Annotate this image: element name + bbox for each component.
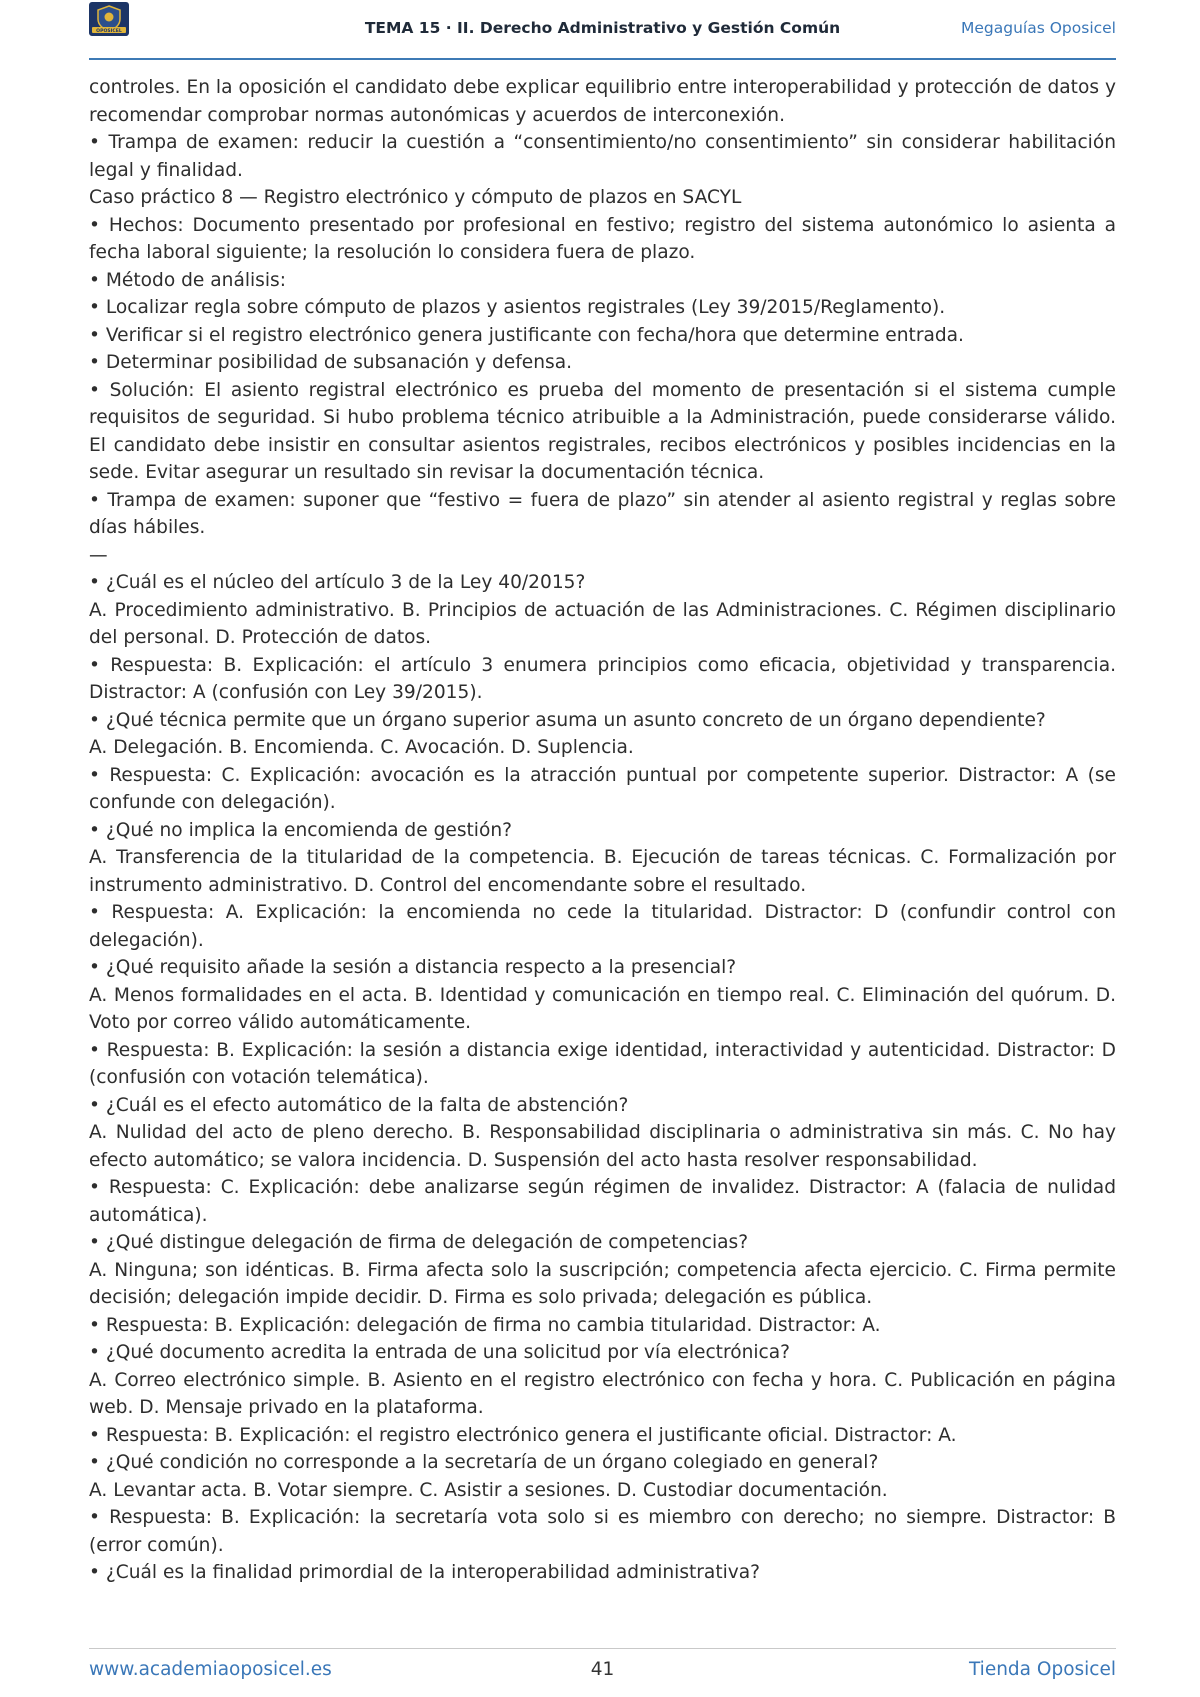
page-number: 41 [590,1659,615,1680]
answer-explanation: • Respuesta: B. Explicación: el registro electrónico genera el justificante oficial. Distractor: A. [89,1424,957,1446]
paragraph: • Determinar posibilidad de subsanación y defensa. [89,352,573,373]
answer-explanation: • Respuesta: B. Explicación: la sesión a distancia exige identidad, interactividad y autenticidad. Distractor: D (confusión con votación telemática). [89,1039,1116,1088]
page-header [89,0,1116,60]
answer-explanation: • Respuesta: B. Explicación: delegación de firma no cambia titularidad. Distractor: A. [89,1314,881,1336]
question: • ¿Qué condición no corresponde a la secretaría de un órgano colegiado en general? [89,1452,879,1473]
document-body [89,74,1116,1587]
answer-options: A. Procedimiento administrativo. B. Principios de actuación de las Administraciones. C. Régimen disciplinario del personal. D. Protección de datos. [89,599,1116,648]
paragraph: • Trampa de examen: reducir la cuestión a “consentimiento/no consentimiento” sin considerar habilitación legal y finalidad. [89,132,1116,181]
answer-options: A. Delegación. B. Encomienda. C. Avocación. D. Suplencia. [89,737,634,758]
paragraph: • Hechos: Documento presentado por profesional en festivo; registro del sistema autonómico lo asienta a fecha laboral siguiente; la resolución lo considera fuera de plazo. [89,214,1116,263]
paragraph: • Localizar regla sobre cómputo de plazos y asientos registrales (Ley 39/2015/Reglamento). [89,297,946,318]
answer-explanation: • Respuesta: A. Explicación: la encomienda no cede la titularidad. Distractor: D (confundir control con delegación). [89,902,1116,951]
question: • ¿Cuál es el núcleo del artículo 3 de la Ley 40/2015? [89,572,586,593]
answer-options: A. Nulidad del acto de pleno derecho. B. Responsabilidad disciplinaria o administrativa sin más. C. No hay efecto automático; se valora incidencia. D. Suspensión del acto hasta resolver responsabilidad. [89,1122,1116,1171]
section-divider: — [89,544,108,566]
answer-explanation: • Respuesta: B. Explicación: el artículo 3 enumera principios como eficacia, objetividad y transparencia. Distractor: A (confusión con Ley 39/2015). [89,654,1116,703]
website-link[interactable]: www.academiaoposicel.es [89,1659,332,1680]
answer-options: A. Levantar acta. B. Votar siempre. C. Asistir a sesiones. D. Custodiar documentación. [89,1479,888,1501]
paragraph: • Trampa de examen: suponer que “festivo = fuera de plazo” sin atender al asiento registral y reglas sobre días hábiles. [89,489,1116,538]
svg-text:OPOSICEL: OPOSICEL [96,29,122,34]
question: • ¿Cuál es el efecto automático de la falta de abstención? [89,1094,629,1116]
header-title: TEMA 15 · II. Derecho Administrativo y Gestión Común [364,19,841,37]
paragraph: • Verificar si el registro electrónico genera justificante con fecha/hora que determine entrada. [89,324,964,346]
answer-explanation: • Respuesta: C. Explicación: avocación es la atracción puntual por competente superior. Distractor: A (se confunde con delegación). [89,764,1116,813]
question: • ¿Qué distingue delegación de firma de delegación de competencias? [89,1232,749,1253]
answer-options: A. Ninguna; son idénticas. B. Firma afecta solo la suscripción; competencia afecta ejercicio. C. Firma permite decisión; delegación impide decidir. D. Firma es solo privada; delegación es pública. [89,1259,1116,1308]
question: • ¿Qué no implica la encomienda de gestión? [89,819,512,841]
header-brand: Megaguías Oposicel [961,19,1116,37]
answer-options: A. Correo electrónico simple. B. Asiento en el registro electrónico con fecha y hora. C. Publicación en página web. D. Mensaje privado en la plataforma. [89,1369,1116,1418]
answer-options: A. Transferencia de la titularidad de la competencia. B. Ejecución de tareas técnicas. C. Formalización por instrumento administrativo. D. Control del encomendante sobre el resultado. [89,847,1116,896]
shop-link[interactable]: Tienda Oposicel [968,1659,1116,1680]
question: • ¿Qué técnica permite que un órgano superior asuma un asunto concreto de un órgano dependiente? [89,709,1046,731]
answer-options: A. Menos formalidades en el acta. B. Identidad y comunicación en tiempo real. C. Eliminación del quórum. D. Voto por correo válido automáticamente. [89,984,1116,1033]
page-footer [89,1648,1116,1697]
question: • ¿Qué documento acredita la entrada de una solicitud por vía electrónica? [89,1342,791,1363]
paragraph: controles. En la oposición el candidato debe explicar equilibrio entre interoperabilidad y protección de datos y recomendar comprobar normas autonómicas y acuerdos de interconexión. [89,77,1116,126]
case-title: Caso práctico 8 — Registro electrónico y cómputo de plazos en SACYL [89,187,742,208]
paragraph: • Método de análisis: [89,269,286,291]
question: • ¿Qué requisito añade la sesión a distancia respecto a la presencial? [89,957,737,978]
paragraph: • Solución: El asiento registral electrónico es prueba del momento de presentación si el sistema cumple requisitos de seguridad. Si hubo problema técnico atribuible a la Administración, puede considerarse válido. El candidato debe insistir en consultar asientos registrales, recibos electrónicos y posibles incidencias en la sede. Evitar asegurar un resultado sin revisar la documentación técnica. [89,379,1116,483]
answer-explanation: • Respuesta: B. Explicación: la secretaría vota solo si es miembro con derecho; no siempre. Distractor: B (error común). [89,1507,1116,1556]
question: • ¿Cuál es la finalidad primordial de la interoperabilidad administrativa? [89,1562,761,1583]
answer-explanation: • Respuesta: C. Explicación: debe analizarse según régimen de invalidez. Distractor: A (falacia de nulidad automática). [89,1177,1116,1226]
